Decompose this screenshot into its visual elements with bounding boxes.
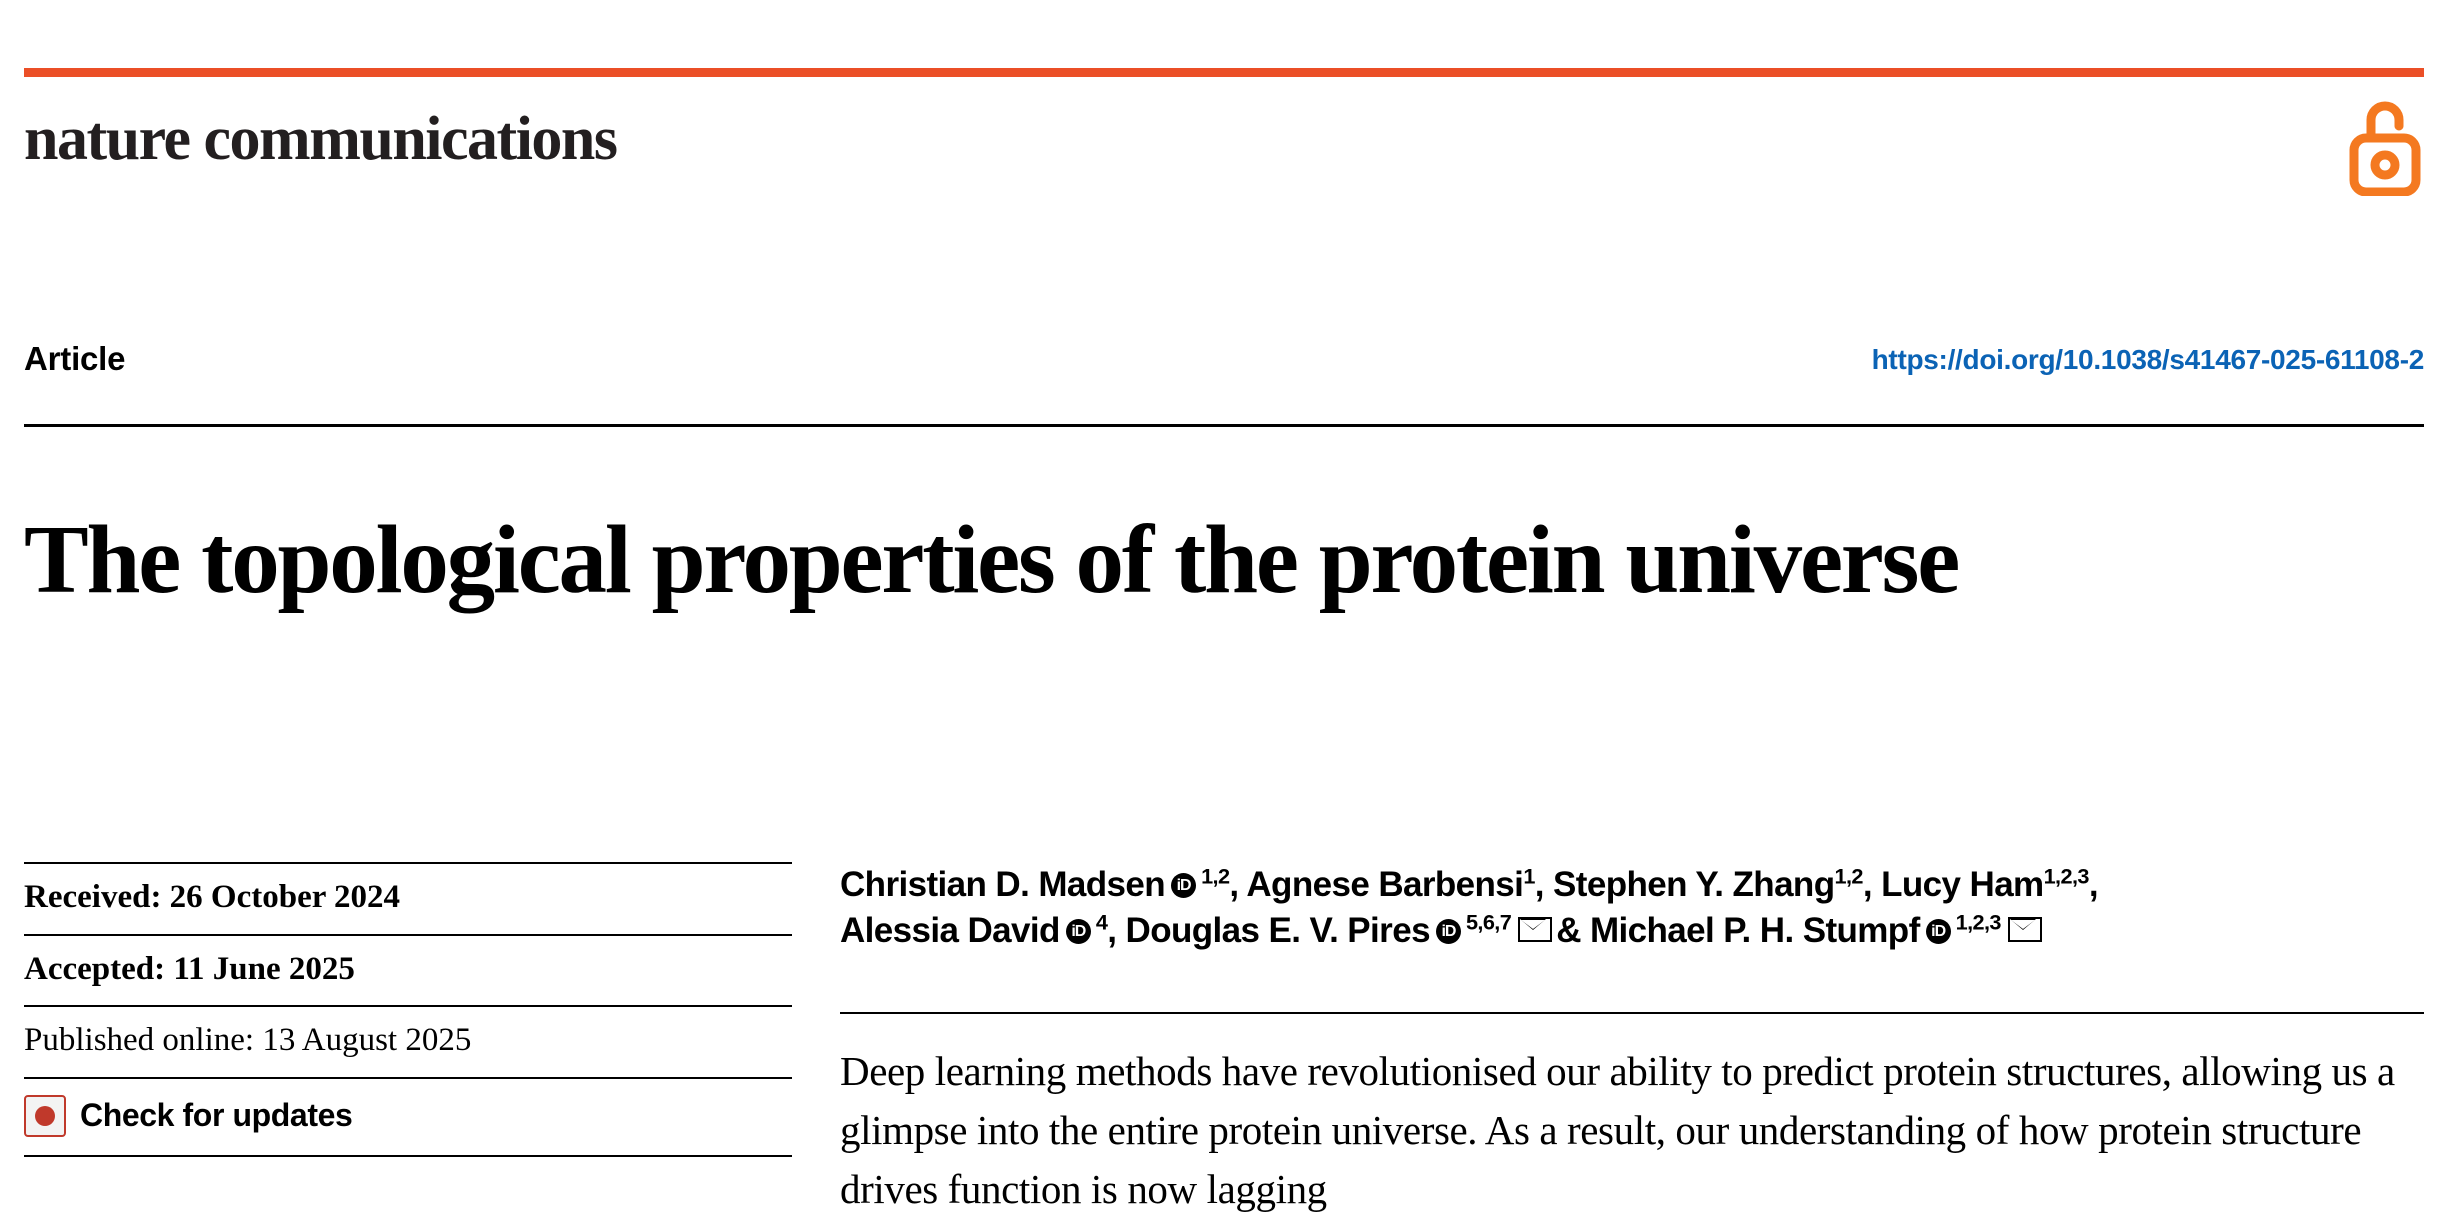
abstract-divider xyxy=(840,1012,2424,1014)
orcid-icon[interactable] xyxy=(1436,919,1461,944)
author-name: Alessia David xyxy=(840,911,1060,951)
crossmark-icon xyxy=(24,1095,66,1137)
author-affiliation: 4 xyxy=(1095,909,1108,935)
email-icon[interactable] xyxy=(2008,917,2042,942)
abstract-text: Deep learning methods have revolutionised our ability to predict protein structures, allowing us a glimpse into the entire protein universe. As a result, our understanding of how protein structure drives function is now lagging xyxy=(840,1048,2395,1213)
author-name: , Douglas E. V. Pires xyxy=(1107,911,1430,951)
orcid-icon[interactable] xyxy=(1171,873,1196,898)
doi-link[interactable]: https://doi.org/10.1038/s41467-025-61108-2 xyxy=(1871,344,2424,375)
author-name: & Michael P. H. Stumpf xyxy=(1556,911,1920,951)
author-name: , Lucy Ham xyxy=(1862,865,2044,904)
article-type-label: Article xyxy=(24,340,126,377)
header-divider xyxy=(24,424,2424,427)
orcid-icon[interactable] xyxy=(1066,919,1091,944)
page-title: The topological properties of the protein universe xyxy=(24,505,1959,613)
open-access-lock-icon xyxy=(2346,94,2424,196)
publication-history xyxy=(24,862,792,1157)
author-name: , Agnese Barbensi xyxy=(1229,865,1524,904)
check-for-updates-label: Check for updates xyxy=(80,1097,353,1134)
meta-divider xyxy=(24,1155,792,1157)
received-date: Received: 26 October 2024 xyxy=(24,879,401,915)
author-list xyxy=(840,862,2424,954)
journal-masthead: nature communications xyxy=(24,105,617,173)
author-name: , Stephen Y. Zhang xyxy=(1534,865,1835,904)
author-name: Christian D. Madsen xyxy=(840,865,1166,904)
published-date: Published online: 13 August 2025 xyxy=(24,1022,472,1059)
article-body xyxy=(840,862,2424,1219)
article-type-row xyxy=(24,340,2424,398)
email-icon[interactable] xyxy=(1518,917,1552,942)
brand-rule xyxy=(24,68,2424,77)
author-affiliation: 1,2,3 xyxy=(1955,909,2001,935)
author-affiliation: 1,2 xyxy=(1201,863,1230,889)
author-affiliation: 1,2,3 xyxy=(2043,863,2089,889)
author-affiliation: 5,6,7 xyxy=(1465,909,1512,935)
accepted-date: Accepted: 11 June 2025 xyxy=(24,950,355,987)
author-affiliation: 1 xyxy=(1523,863,1535,889)
author-separator: , xyxy=(2088,865,2098,904)
orcid-icon[interactable] xyxy=(1926,919,1951,944)
check-for-updates-button[interactable] xyxy=(24,1079,792,1155)
author-affiliation: 1,2 xyxy=(1834,863,1863,889)
